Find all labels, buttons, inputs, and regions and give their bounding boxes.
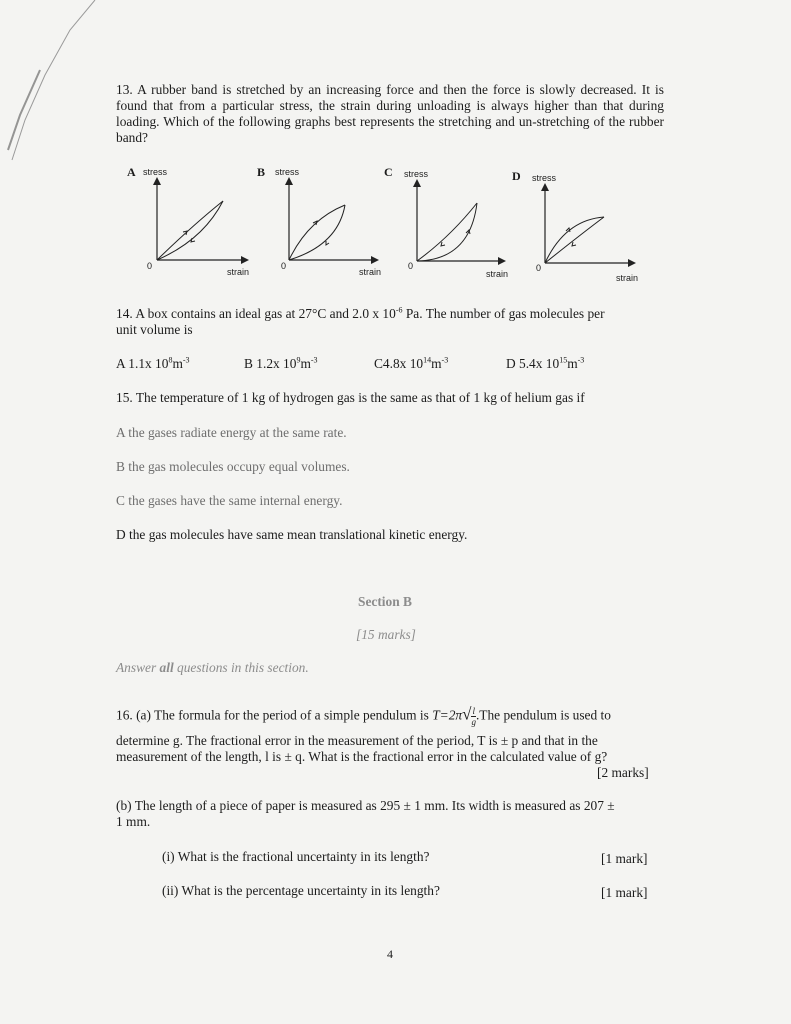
graph-b-plot	[253, 165, 378, 285]
q14-option-a-unit: m	[172, 356, 183, 371]
q14-text-b: Pa. The number of gas molecules per	[402, 306, 605, 321]
q16a-marks: [2 marks]	[597, 765, 649, 780]
q15-option-c: C the gases have the same internal energy.	[116, 493, 343, 508]
page-number: 4	[387, 947, 393, 961]
graph-b-letter: B	[257, 165, 266, 179]
q14-option-c-unit: m	[431, 356, 442, 371]
question-16b-line-1: (b) The length of a piece of paper is measured as 295 ± 1 mm. Its width is measured as 207 ±	[116, 798, 615, 813]
question-16a-line-2: determine g. The fractional error in the measurement of the period, T is ± p and that in the	[116, 733, 598, 748]
fraction-denominator: g	[471, 717, 476, 727]
question-16a-line-3: measurement of the length, l is ± q. What is the fractional error in the calculated value of g?	[116, 749, 608, 764]
graph-a-xlabel: strain	[227, 267, 250, 277]
graph-d	[510, 165, 639, 285]
q14-option-d	[506, 356, 584, 372]
question-16b-i: (i) What is the fractional uncertainty in its length?	[162, 849, 430, 864]
q14-option-c-pre: C4.8x 10	[374, 356, 424, 371]
q16a-text-pre: 16. (a) The formula for the period of a simple pendulum is	[116, 707, 433, 723]
question-14-line-2: unit volume is	[116, 322, 193, 337]
q14-option-a-pre: A 1.1x 10	[116, 356, 169, 371]
q14-option-c-unit-exp: -3	[441, 355, 449, 365]
q16b-i-marks: [1 mark]	[601, 851, 648, 866]
q14-option-b-exp: 9	[296, 355, 301, 365]
section-instruction-post: questions in this section.	[173, 660, 309, 675]
q14-option-a	[116, 356, 190, 372]
section-instruction-bold: all	[159, 660, 174, 675]
section-instruction	[116, 660, 309, 676]
q16a-text-post: .The pendulum is used to	[475, 707, 611, 723]
question-16a-line-1	[116, 706, 611, 727]
question-16b-line-2: 1 mm.	[116, 814, 151, 829]
graph-c-ylabel: stress	[404, 169, 429, 179]
graph-d-plot	[510, 165, 635, 285]
question-15-stem: 15. The temperature of 1 kg of hydrogen gas is the same as that of 1 kg of helium gas if	[116, 390, 585, 405]
q15-option-d: D the gas molecules have same mean translational kinetic energy.	[116, 527, 468, 542]
q14-option-d-exp: 15	[559, 355, 568, 365]
graph-b-xlabel: strain	[359, 267, 382, 277]
graph-b-origin: 0	[281, 261, 287, 271]
graph-a-ylabel: stress	[143, 167, 168, 177]
q14-option-d-unit: m	[567, 356, 578, 371]
scan-edge-artifact	[0, 0, 110, 180]
q14-text-a: 14. A box contains an ideal gas at 27°C and 2.0 x 10	[116, 306, 396, 321]
graph-c-letter: C	[384, 165, 393, 179]
q14-option-a-unit-exp: -3	[182, 355, 190, 365]
graph-c-xlabel: strain	[486, 269, 509, 279]
graph-d-origin: 0	[536, 263, 542, 273]
graph-b	[253, 165, 382, 285]
graph-a	[123, 165, 248, 285]
sqrt-symbol: √	[462, 704, 472, 724]
graph-c	[380, 165, 509, 285]
q14-option-b	[244, 356, 318, 372]
graph-d-ylabel: stress	[532, 173, 557, 183]
section-title: Section B	[358, 594, 412, 609]
q14-option-c-exp: 14	[423, 355, 432, 365]
graph-c-origin: 0	[408, 261, 414, 271]
graph-c-plot	[380, 165, 505, 285]
q14-option-c	[374, 356, 448, 372]
q14-option-b-pre: B 1.2x 10	[244, 356, 297, 371]
q14-option-a-exp: 8	[168, 355, 173, 365]
graph-a-letter: A	[127, 165, 136, 179]
graph-a-origin: 0	[147, 261, 153, 271]
q14-option-d-pre: D 5.4x 10	[506, 356, 560, 371]
q15-option-b: B the gas molecules occupy equal volumes.	[116, 459, 350, 474]
graph-d-xlabel: strain	[616, 273, 639, 283]
q14-exponent: -6	[395, 305, 403, 315]
question-16b-ii: (ii) What is the percentage uncertainty in its length?	[162, 883, 440, 898]
q14-option-b-unit-exp: -3	[310, 355, 318, 365]
section-marks: [15 marks]	[356, 627, 416, 642]
graph-b-ylabel: stress	[275, 167, 300, 177]
graph-d-letter: D	[512, 169, 521, 183]
fraction-numerator: l	[472, 706, 475, 716]
pendulum-formula-lhs: T=2π	[432, 707, 463, 723]
section-instruction-pre: Answer	[116, 660, 160, 675]
q14-option-d-unit-exp: -3	[577, 355, 585, 365]
graph-a-plot	[123, 165, 248, 285]
question-13-text: 13. A rubber band is stretched by an increasing force and then the force is slowly decreased. It is found that from a particular stress, the strain during unloading is always higher than that during loading. Which of the following graphs best represents the stretching and un-stretching of the rubber band?	[116, 82, 664, 145]
q14-option-b-unit: m	[300, 356, 311, 371]
q15-option-a: A the gases radiate energy at the same rate.	[116, 425, 347, 440]
question-14-line-1	[116, 306, 605, 322]
q16b-ii-marks: [1 mark]	[601, 885, 648, 900]
